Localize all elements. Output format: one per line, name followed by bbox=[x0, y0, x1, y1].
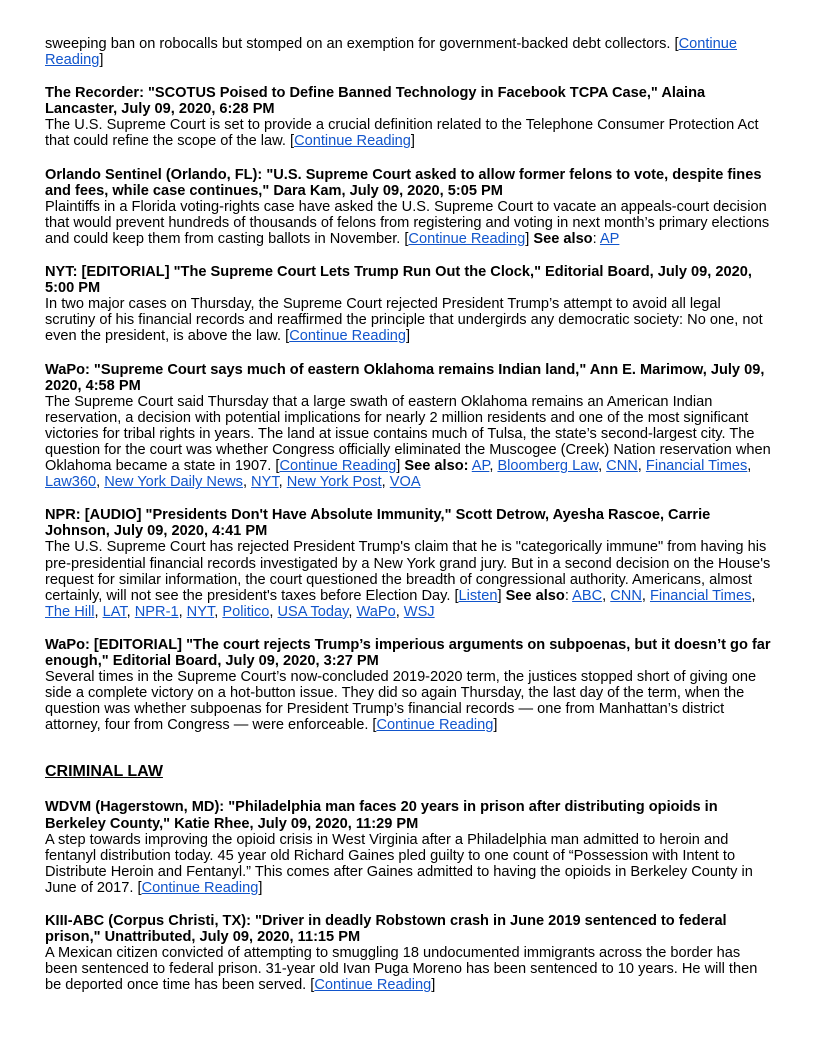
bracket-close: ] bbox=[99, 52, 104, 69]
continue-reading-link[interactable]: Continue Reading bbox=[408, 230, 526, 247]
see-also-link[interactable]: Law360 bbox=[45, 474, 97, 491]
news-item bbox=[45, 507, 773, 620]
see-also-link[interactable]: ABC bbox=[572, 587, 603, 604]
news-item bbox=[45, 637, 773, 734]
listen-link[interactable]: Listen bbox=[458, 587, 498, 604]
list-separator: , bbox=[348, 603, 357, 620]
list-separator: , bbox=[489, 458, 498, 475]
see-also-link[interactable]: Financial Times bbox=[645, 458, 748, 475]
see-also-link[interactable]: New York Post bbox=[286, 474, 382, 491]
article-headline: NYT: [EDITORIAL] "The Supreme Court Lets Trump Run Out the Clock," Editorial Board, July 09, 2020, 5:00 PM bbox=[45, 264, 752, 297]
see-also-link[interactable]: Bloomberg Law bbox=[497, 458, 599, 475]
see-also-link[interactable]: Financial Times bbox=[649, 587, 752, 604]
bracket-close: ] bbox=[497, 587, 506, 604]
article-headline: NPR: [AUDIO] "Presidents Don't Have Absolute Immunity," Scott Detrow, Ayesha Rascoe, Carrie Johnson, July 09, 2020, 4:41 PM bbox=[45, 507, 711, 540]
section-heading-criminal-law: CRIMINAL LAW bbox=[45, 763, 163, 781]
see-also-link[interactable]: VOA bbox=[389, 474, 421, 491]
see-also-link[interactable]: USA Today bbox=[277, 603, 349, 620]
bracket-close: ] bbox=[525, 230, 534, 247]
list-separator: , bbox=[598, 458, 607, 475]
continue-reading-link[interactable]: Continue Reading bbox=[289, 328, 407, 345]
list-separator: , bbox=[278, 474, 287, 491]
list-separator: , bbox=[641, 587, 650, 604]
see-also-link[interactable]: NPR-1 bbox=[134, 603, 179, 620]
list-separator: , bbox=[96, 474, 105, 491]
see-also-link[interactable]: The Hill bbox=[45, 603, 95, 620]
news-item bbox=[45, 799, 773, 896]
see-also-label: See also bbox=[505, 587, 565, 604]
see-also-link[interactable]: WSJ bbox=[403, 603, 435, 620]
intro-text: sweeping ban on robocalls but stomped on an exemption for government-backed debt collectors. [ bbox=[45, 36, 679, 52]
article-headline: Orlando Sentinel (Orlando, FL): "U.S. Supreme Court asked to allow former felons to vote, despite fines and fees, while case continues," Dara Kam, July 09, 2020, 5:05 PM bbox=[45, 166, 762, 199]
see-also-link[interactable]: WaPo bbox=[356, 603, 396, 620]
see-also-link[interactable]: CNN bbox=[606, 458, 638, 475]
news-item bbox=[45, 85, 773, 149]
see-also-link[interactable]: AP bbox=[471, 458, 490, 475]
see-also-colon: : bbox=[592, 230, 600, 247]
article-body: Several times in the Supreme Court’s now-concluded 2019-2020 term, the justices stopped short of giving one side a complete victory on a hot-button issue. They did so again Thursday, the last day of the term, when the question was whether subpoenas for President Trump’s financial records — one from Manhattan’s district attorney, four from Congress — were enforceable. [ bbox=[45, 669, 757, 734]
see-also-link[interactable]: LAT bbox=[102, 603, 127, 620]
article-headline: The Recorder: "SCOTUS Poised to Define Banned Technology in Facebook TCPA Case," Alaina Lancaster, July 09, 2020, 6:28 PM bbox=[45, 85, 706, 118]
article-headline: WaPo: "Supreme Court says much of eastern Oklahoma remains Indian land," Ann E. Marimow, July 09, 2020, 4:58 PM bbox=[45, 361, 765, 394]
list-separator: , bbox=[747, 458, 752, 475]
see-also-link[interactable]: CNN bbox=[610, 587, 642, 604]
continue-reading-link[interactable]: Continue Reading bbox=[141, 879, 259, 896]
continue-reading-link[interactable]: Continue Reading bbox=[294, 133, 411, 150]
article-body: Plaintiffs in a Florida voting-rights case have asked the U.S. Supreme Court to vacate an appeals-court decision that would prevent hundreds of thousands of felons from registering and voting in next month’s primary elections and could keep them from casting ballots in November. [ bbox=[45, 198, 770, 247]
continue-reading-link[interactable]: Continue Reading bbox=[45, 36, 738, 69]
see-also-link[interactable]: Politico bbox=[222, 603, 270, 620]
bracket-close: ] bbox=[258, 879, 263, 896]
news-item bbox=[45, 362, 773, 491]
news-item bbox=[45, 167, 773, 247]
bracket-close: ] bbox=[431, 977, 436, 994]
see-also-link[interactable]: NYT bbox=[251, 474, 279, 491]
see-also-colon: : bbox=[564, 587, 573, 604]
document-page bbox=[45, 36, 773, 1011]
list-separator: , bbox=[602, 587, 611, 604]
article-body: The U.S. Supreme Court is set to provide a crucial definition related to the Telephone Consumer Protection Act that could refine the scope of the law. [ bbox=[45, 117, 759, 150]
bracket-close: ] bbox=[493, 717, 498, 734]
article-headline: WaPo: [EDITORIAL] "The court rejects Trump’s imperious arguments on subpoenas, but it doesn’t go far enough," Editorial Board, July 09, 2020, 3:27 PM bbox=[45, 636, 771, 669]
article-headline: WDVM (Hagerstown, MD): "Philadelphia man faces 20 years in prison after distributing opioids in Berkeley County," Katie Rhee, July 09, 2020, 11:29 PM bbox=[45, 799, 718, 832]
list-separator: , bbox=[269, 603, 278, 620]
list-separator: , bbox=[751, 587, 756, 604]
bracket-close: ] bbox=[410, 133, 415, 150]
continue-reading-link[interactable]: Continue Reading bbox=[376, 717, 494, 734]
see-also-link[interactable]: AP bbox=[599, 230, 620, 247]
see-also-label: See also: bbox=[404, 458, 469, 475]
list-separator: , bbox=[395, 603, 404, 620]
article-body: In two major cases on Thursday, the Supreme Court rejected President Trump’s attempt to avoid all legal scrutiny of his financial records and reaffirmed the principle that undergirds any democratic society: No one, not even the president, is above the law. [ bbox=[45, 296, 763, 345]
continue-reading-link[interactable]: Continue Reading bbox=[279, 458, 397, 475]
list-separator: , bbox=[242, 474, 252, 491]
see-also-label: See also bbox=[533, 230, 593, 247]
intro-paragraph bbox=[45, 36, 773, 68]
list-separator: , bbox=[126, 603, 135, 620]
continue-reading-link[interactable]: Continue Reading bbox=[314, 977, 432, 994]
article-body: A step towards improving the opioid crisis in West Virginia after a Philadelphia man admitted to heroin and fentanyl distribution today. 45 year old Richard Gaines pled guilty to one count of “Possession with Intent to Distribute Heroin and Fentanyl.” This comes after Gaines admitted to having the opioids in Berkeley County in June of 2017. [ bbox=[45, 831, 753, 896]
list-separator: , bbox=[178, 603, 187, 620]
article-body: The Supreme Court said Thursday that a large swath of eastern Oklahoma remains an American Indian reservation, a decision with potential implications for nearly 2 million residents and one of the most significant victories for tribal rights in years. The land at issue contains much of Tulsa, the state’s second-largest city. The question for the court was whether Congress officially eliminated the Muscogee (Creek) Nation reservation when Oklahoma became a state in 1907. [ bbox=[45, 393, 771, 475]
see-also-link[interactable]: NYT bbox=[186, 603, 215, 620]
article-body: The U.S. Supreme Court has rejected President Trump's claim that he is "categorically immune" from having his pre-presidential financial records investigated by a New York grand jury. But in a second decision on the House's request for similar information, the court questioned the breadth of congressional authority. Americans, almost certainly, will not see the president's taxes before Election Day. [ bbox=[45, 539, 771, 604]
news-item bbox=[45, 264, 773, 344]
list-separator: , bbox=[381, 474, 390, 491]
list-separator: , bbox=[637, 458, 646, 475]
article-body: A Mexican citizen convicted of attempting to smuggling 18 undocumented immigrants across the border has been sentenced to federal prison. 31-year old Ivan Puga Moreno has been sentenced to 10 years. He will then be deported once time has been served. [ bbox=[45, 945, 758, 994]
news-item bbox=[45, 913, 773, 993]
article-headline: KIII-ABC (Corpus Christi, TX): "Driver in deadly Robstown crash in June 2019 sentenced to federal prison," Unattributed, July 09, 2020, 11:15 PM bbox=[45, 913, 727, 946]
see-also-link[interactable]: New York Daily News bbox=[104, 474, 243, 491]
list-separator: , bbox=[94, 603, 103, 620]
bracket-close: ] bbox=[406, 328, 411, 345]
list-separator: , bbox=[214, 603, 223, 620]
bracket-close: ] bbox=[396, 458, 405, 475]
